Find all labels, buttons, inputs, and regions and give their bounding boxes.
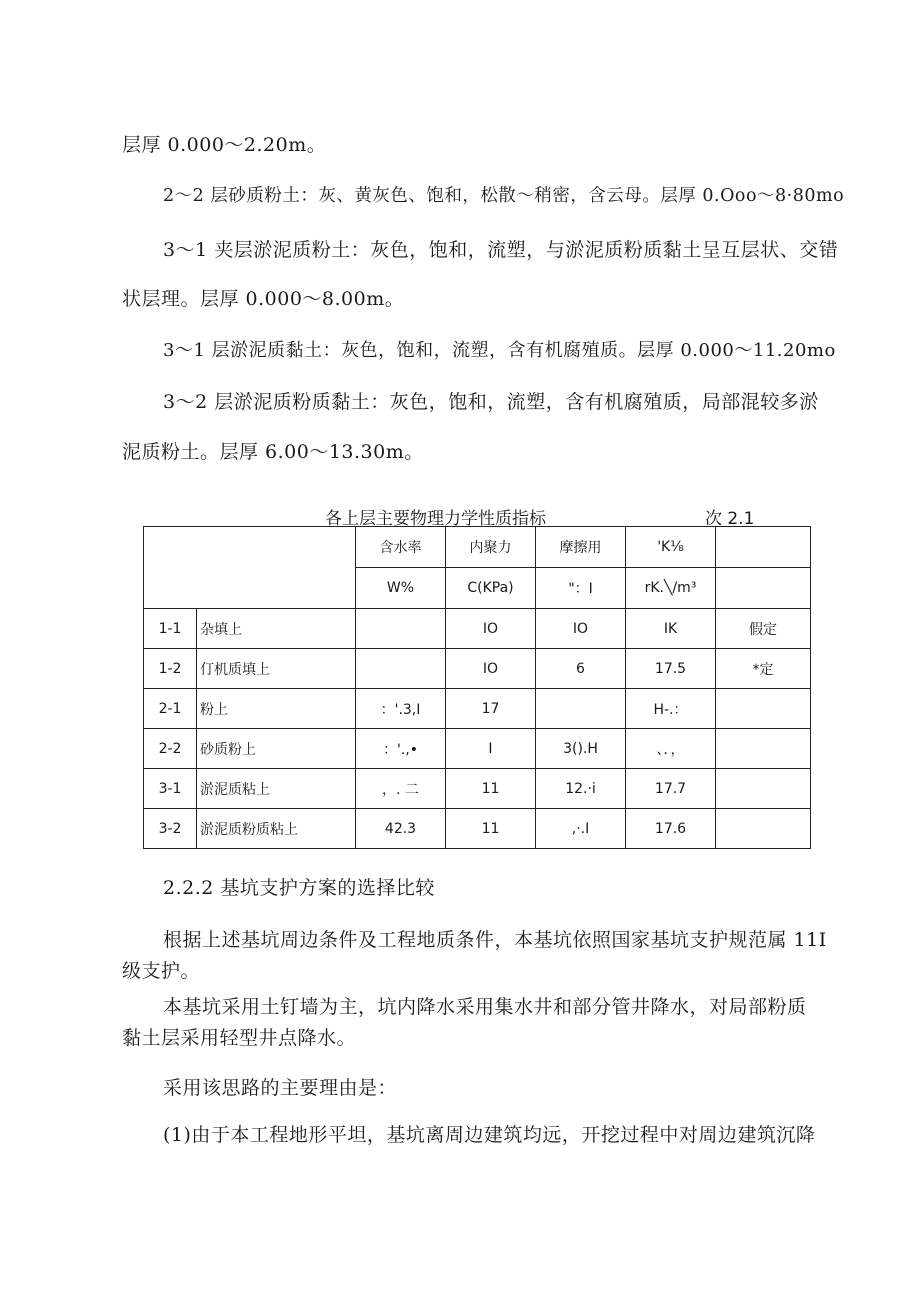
cohesion-cell: 11 — [446, 809, 536, 849]
friction-cell: 3().H — [536, 729, 626, 769]
water-content-cell — [356, 649, 446, 689]
table-row — [144, 649, 811, 689]
header-cell: 'K⅛ — [626, 527, 716, 568]
note-cell — [716, 729, 811, 769]
water-content-cell: ：'.3,I — [356, 689, 446, 729]
note-cell: 假定 — [716, 609, 811, 649]
unit-weight-cell: 17.6 — [626, 809, 716, 849]
paragraph-line: 3～1 夹层淤泥质粉土：灰色，饱和，流塑，与淤泥质粉质黏土呈互层状、交错 — [163, 239, 839, 261]
cohesion-cell: 17 — [446, 689, 536, 729]
table-row — [144, 769, 811, 809]
layer-name-cell: 粉上 — [197, 689, 356, 729]
note-cell — [716, 769, 811, 809]
cohesion-cell: IO — [446, 649, 536, 689]
layer-id-cell: 1-2 — [144, 649, 197, 689]
header-unit-cell: "：I — [536, 568, 626, 609]
unit-weight-cell: 17.5 — [626, 649, 716, 689]
layer-id-cell: 2-2 — [144, 729, 197, 769]
paragraph-line: (1)由于本工程地形平坦，基坑离周边建筑均远，开挖过程中对周边建筑沉降 — [163, 1124, 816, 1146]
water-content-cell: ：'.,• — [356, 729, 446, 769]
table-row — [144, 609, 811, 649]
layer-id-cell: 1-1 — [144, 609, 197, 649]
table-row — [144, 729, 811, 769]
cohesion-cell: IO — [446, 609, 536, 649]
layer-id-cell: 3-1 — [144, 769, 197, 809]
paragraph-line: 3～1 层淤泥质黏土：灰色，饱和，流塑，含有机腐殖质。层厚 0.000～11.20mo — [163, 340, 836, 361]
paragraph-line: 黏土层采用轻型井点降水。 — [122, 1027, 357, 1049]
table-row — [144, 689, 811, 729]
layer-id-cell: 2-1 — [144, 689, 197, 729]
unit-weight-cell: IK — [626, 609, 716, 649]
friction-cell: ,·.I — [536, 809, 626, 849]
cohesion-cell: I — [446, 729, 536, 769]
paragraph-line: 采用该思路的主要理由是： — [163, 1077, 398, 1099]
header-cell — [716, 527, 811, 568]
section-heading: 2.2.2 基坑支护方案的选择比较 — [163, 877, 435, 899]
header-unit-cell: C(KPa) — [446, 568, 536, 609]
table-title: 各上层主要物理力学性质指标 — [325, 509, 546, 529]
layer-name-cell: 杂填上 — [197, 609, 356, 649]
layer-name-cell: 淤泥质粘上 — [197, 769, 356, 809]
paragraph-line: 根据上述基坑周边条件及工程地质条件，本基坑依照国家基坑支护规范属 11I — [163, 929, 827, 951]
header-cell: 摩擦用 — [536, 527, 626, 568]
friction-cell: 12.·i — [536, 769, 626, 809]
friction-cell — [536, 689, 626, 729]
water-content-cell: 42.3 — [356, 809, 446, 849]
cohesion-cell: 11 — [446, 769, 536, 809]
header-unit-cell — [716, 568, 811, 609]
friction-cell: 6 — [536, 649, 626, 689]
note-cell — [716, 809, 811, 849]
unit-weight-cell: 、．， — [626, 729, 716, 769]
layer-name-cell: 砂质粉上 — [197, 729, 356, 769]
paragraph-line: 2～2 层砂质粉土：灰、黄灰色、饱和，松散～稍密，含云母。层厚 0.Ooo～8·80mo — [163, 186, 845, 206]
layer-id-cell: 3-2 — [144, 809, 197, 849]
header-unit-cell: W% — [356, 568, 446, 609]
header-cell: 含水率 — [356, 527, 446, 568]
paragraph-line: 本基坑采用土钉墙为主，坑内降水采用集水井和部分管井降水，对局部粉质 — [163, 996, 807, 1018]
layer-name-cell: 淤泥质粉质粘上 — [197, 809, 356, 849]
table-header-row — [144, 527, 811, 568]
header-cell: 内聚力 — [446, 527, 536, 568]
unit-weight-cell: H-.： — [626, 689, 716, 729]
table-row — [144, 809, 811, 849]
paragraph-line: 层厚 0.000～2.20m。 — [122, 134, 327, 156]
soil-properties-table — [143, 526, 811, 849]
note-cell: *定 — [716, 649, 811, 689]
note-cell — [716, 689, 811, 729]
table-number: 次 2.1 — [705, 509, 755, 529]
paragraph-line: 3～2 层淤泥质粉质黏土：灰色，饱和，流塑，含有机腐殖质，局部混较多淤 — [163, 391, 819, 413]
friction-cell: IO — [536, 609, 626, 649]
paragraph-line: 泥质粉土。层厚 6.00～13.30m。 — [122, 441, 424, 463]
paragraph-line: 状层理。层厚 0.000～8.00m。 — [122, 288, 405, 310]
header-unit-cell: rK.╲/m³ — [626, 568, 716, 609]
water-content-cell — [356, 609, 446, 649]
unit-weight-cell: 17.7 — [626, 769, 716, 809]
water-content-cell: ，. 二 — [356, 769, 446, 809]
paragraph-line: 级支护。 — [122, 960, 201, 982]
layer-name-cell: 仃机质填上 — [197, 649, 356, 689]
header-blank-cell — [144, 527, 356, 609]
